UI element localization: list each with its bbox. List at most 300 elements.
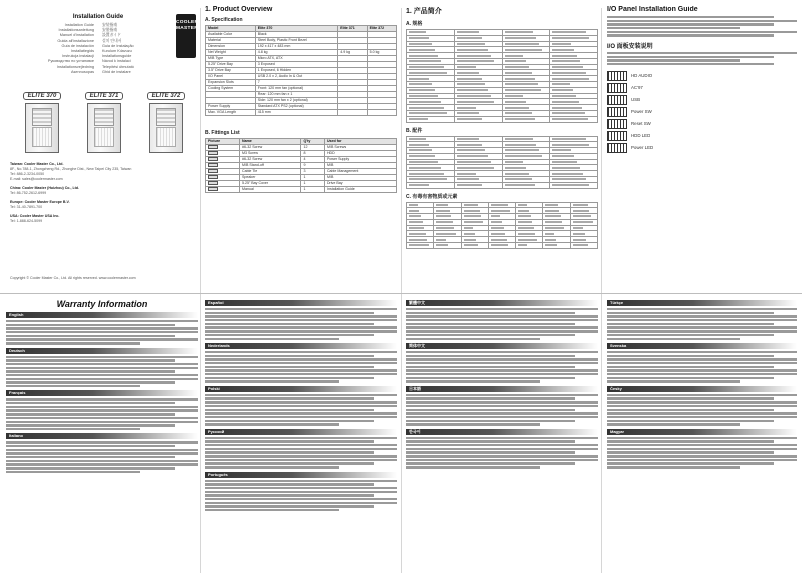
text-placeholder (436, 215, 451, 217)
text-line (6, 331, 198, 333)
text-placeholder (409, 101, 441, 103)
spec-column-header: Elite 371 (338, 26, 367, 32)
language-entry: Руководство по установке (47, 59, 94, 64)
section-title-cn: 1. 产品简介 (406, 8, 442, 15)
warranty-panel-4 (607, 297, 797, 577)
language-entry: Instrukcja instalacji (62, 54, 94, 59)
rohs-cell (516, 243, 543, 249)
text-placeholder (552, 89, 573, 91)
text-placeholder (518, 239, 537, 241)
text-line (406, 338, 540, 340)
text-line (607, 377, 774, 379)
cn-spec-cell (502, 116, 550, 122)
text-placeholder (436, 244, 448, 246)
text-placeholder (457, 89, 488, 91)
text-line (205, 498, 397, 500)
text-placeholder (552, 107, 582, 109)
text-line (205, 330, 397, 332)
text-line (406, 455, 598, 457)
text-placeholder (457, 118, 482, 120)
language-entry: Ghid de instalare (102, 69, 131, 74)
warranty-panel (6, 297, 198, 577)
text-line (205, 437, 397, 439)
text-line (6, 467, 175, 469)
text-placeholder (409, 233, 426, 235)
text-line (406, 334, 575, 336)
text-line (607, 394, 797, 396)
fittings-cell: Speaker (240, 175, 301, 181)
spec-cell: 7 (255, 80, 337, 86)
spec-cell: Available Color (206, 32, 256, 38)
text-line (205, 319, 397, 321)
text-placeholder (409, 239, 427, 241)
warranty-language-bar: Italiano (6, 433, 198, 439)
text-line (6, 402, 175, 404)
text-line (607, 444, 797, 446)
text-line (607, 23, 774, 25)
spec-cell: Material (206, 38, 256, 44)
case-elite-371 (76, 84, 132, 152)
text-line (205, 444, 397, 446)
connector-label: Power SW (631, 109, 652, 115)
address-line: China: Cooler Master (Huizhou) Co., Ltd. (10, 186, 80, 190)
spec-cell: Net Weight (206, 50, 256, 56)
text-line (205, 487, 397, 489)
text-line (205, 483, 374, 485)
text-placeholder (552, 161, 576, 163)
text-placeholder (573, 244, 588, 246)
text-placeholder (505, 66, 530, 68)
text-line (6, 463, 198, 465)
connector-row (607, 95, 797, 105)
text-placeholder (518, 215, 530, 217)
text-line (6, 381, 175, 383)
text-placeholder (457, 178, 479, 180)
connector-row (607, 131, 797, 141)
warranty-language-bar: Português (205, 472, 397, 478)
io-cn-text-block (607, 52, 797, 65)
text-line (205, 466, 339, 468)
warranty-language-bar: 简体中文 (406, 343, 598, 349)
text-line (607, 52, 797, 54)
text-line (6, 417, 198, 419)
text-placeholder (573, 215, 591, 217)
spec-cell: Dimension (206, 44, 256, 50)
text-line (6, 327, 198, 329)
io-title: I/O Panel Installation Guide (607, 6, 698, 13)
text-placeholder (505, 83, 539, 85)
language-entry: Asennusopas (70, 69, 94, 74)
text-line (406, 401, 598, 403)
io-panel-guide (607, 6, 797, 290)
fittings-row (206, 187, 397, 193)
text-placeholder (409, 210, 419, 212)
text-line (6, 413, 175, 415)
text-line (607, 63, 774, 65)
text-line (205, 448, 397, 450)
text-placeholder (545, 227, 563, 229)
language-entry: Guía de instalación (61, 43, 94, 48)
text-line (607, 319, 797, 321)
warranty-sections (607, 300, 797, 469)
product-overview-panel (205, 6, 397, 290)
text-placeholder (409, 144, 429, 146)
text-placeholder (409, 49, 435, 51)
text-placeholder (505, 101, 526, 103)
text-line (406, 440, 575, 442)
text-placeholder (409, 43, 432, 45)
spec-cell: 3.5" Drive Bay (206, 68, 256, 74)
spec-table (205, 25, 397, 116)
text-placeholder (436, 239, 446, 241)
text-line (205, 308, 397, 310)
text-line (6, 363, 198, 365)
spec-cell: 4.9 kg (338, 50, 367, 56)
text-placeholder (409, 95, 438, 97)
contact-addresses (10, 162, 190, 224)
text-placeholder (518, 210, 529, 212)
text-line (607, 437, 797, 439)
text-line (406, 412, 598, 414)
text-placeholder (518, 227, 534, 229)
text-placeholder (409, 244, 429, 246)
warranty-language-bar: Русский (205, 429, 397, 435)
text-placeholder (457, 72, 479, 74)
text-line (6, 324, 175, 326)
section-title: 1. Product Overview (205, 6, 273, 13)
address-line: Tel: 86-752-2612-6999 (10, 191, 47, 195)
io-connector-diagrams (607, 71, 797, 153)
text-placeholder (491, 244, 508, 246)
text-placeholder (409, 204, 418, 206)
fittings-cell: 8 (301, 151, 324, 157)
spec-cell: I/O Panel (206, 74, 256, 80)
language-entry: Installatiegids (70, 49, 94, 54)
text-placeholder (573, 227, 583, 229)
text-placeholder (409, 173, 444, 175)
text-line (6, 421, 198, 423)
text-line (607, 420, 774, 422)
text-placeholder (505, 78, 536, 80)
fitting-icon (208, 181, 218, 185)
text-placeholder (464, 227, 474, 229)
text-line (205, 369, 397, 371)
fitting-icon (208, 169, 218, 173)
text-line (205, 409, 374, 411)
text-placeholder (436, 204, 448, 206)
text-placeholder (552, 144, 589, 146)
rohs-cell (570, 243, 597, 249)
spec-cell: Steel Body, Plastic Front Bezel (255, 38, 337, 44)
io-title-cn: I/O 面板安装说明 (607, 43, 653, 50)
text-line (607, 451, 774, 453)
rohs-heading: C. 有毒有害物质或元素 (406, 193, 458, 200)
text-placeholder (552, 95, 576, 97)
case-elite-370 (14, 84, 70, 152)
text-line (406, 323, 575, 325)
text-line (607, 373, 797, 375)
fold-line (601, 8, 602, 573)
text-line (607, 34, 774, 36)
text-line (6, 409, 198, 411)
cn-spec-row (407, 116, 598, 122)
text-placeholder (552, 43, 570, 45)
language-entry: Installationsguide (102, 54, 132, 59)
fitting-icon (208, 145, 218, 149)
text-line (205, 505, 374, 507)
text-line (406, 319, 598, 321)
spec-cell: Black (255, 32, 337, 38)
text-placeholder (505, 95, 523, 97)
product-images (14, 84, 194, 152)
warranty-sections (406, 300, 598, 469)
rohs-cell (461, 243, 488, 249)
cn-spec-heading: A. 规格 (406, 21, 423, 27)
text-line (6, 441, 198, 443)
text-placeholder (552, 155, 573, 157)
cooler-master-logo: COOLER MASTER (176, 14, 196, 58)
fittings-table (205, 138, 397, 193)
language-entry: Installation Guide (64, 23, 94, 27)
rohs-cell (543, 243, 570, 249)
text-placeholder (436, 210, 449, 212)
language-entry: 安裝指南 (102, 28, 118, 33)
text-line (607, 366, 774, 368)
address-line: Tel: 886-2-3234-0050 (10, 172, 45, 176)
text-placeholder (409, 112, 447, 114)
text-line (205, 394, 397, 396)
fold-line (401, 8, 402, 573)
text-placeholder (505, 60, 527, 62)
text-line (406, 373, 598, 375)
text-placeholder (545, 210, 559, 212)
text-line (6, 320, 198, 322)
text-placeholder (545, 221, 562, 223)
text-line (406, 420, 575, 422)
fitting-icon (208, 163, 218, 167)
connector-label: Power LED (631, 145, 654, 151)
warranty-language-bar: Español (205, 300, 397, 306)
text-line (205, 405, 397, 407)
text-line (6, 370, 175, 372)
text-line (406, 326, 598, 328)
text-placeholder (552, 167, 579, 169)
text-placeholder (491, 210, 510, 212)
spec-cell: M/B Type (206, 56, 256, 62)
text-line (406, 308, 598, 310)
text-line (406, 405, 598, 407)
text-placeholder (573, 239, 586, 241)
fittings-cell: 9 (301, 163, 324, 169)
warranty-language-bar: Nederlands (205, 343, 397, 349)
text-placeholder (552, 101, 579, 103)
warranty-language-bar: Français (6, 390, 198, 396)
language-entry: Guia de Instalação (102, 43, 134, 48)
text-placeholder (457, 167, 495, 169)
text-line (205, 491, 397, 493)
text-line (607, 308, 797, 310)
text-line (406, 315, 598, 317)
connector-label: Reset SW (631, 121, 651, 127)
connector-pin-icon (607, 95, 627, 105)
address-line: Tel: 1-888-624-5099 (10, 219, 43, 223)
text-line (205, 455, 397, 457)
text-line (205, 412, 397, 414)
text-line (6, 356, 198, 358)
model-label: ELITE 370 (23, 92, 62, 100)
text-placeholder (457, 95, 491, 97)
text-placeholder (552, 173, 582, 175)
text-placeholder (573, 204, 588, 206)
fold-line (200, 8, 201, 573)
text-line (607, 448, 797, 450)
text-line (205, 509, 339, 511)
warranty-language-bar: 한국어 (406, 429, 598, 435)
text-placeholder (491, 215, 501, 217)
cn-fittings-cell (502, 182, 550, 188)
text-line (205, 420, 374, 422)
text-placeholder (491, 204, 509, 206)
text-placeholder (518, 244, 527, 246)
address-line: E-mail: sales@coolermaster.com (10, 177, 63, 181)
io-text-block (607, 16, 797, 37)
language-entry: Installationsvejledning (56, 64, 94, 69)
fitting-picture (206, 187, 240, 193)
fittings-cell: Cable Management (324, 169, 396, 175)
fittings-column-header: Name (240, 139, 301, 145)
text-line (6, 445, 175, 447)
text-line (6, 374, 198, 376)
text-line (406, 366, 575, 368)
warranty-language-bar: 日本語 (406, 386, 598, 392)
text-placeholder (457, 173, 476, 175)
text-line (205, 416, 397, 418)
warranty-panel-3 (406, 297, 598, 577)
connector-pin-icon (607, 71, 627, 81)
warranty-panel-2 (205, 297, 397, 577)
text-line (205, 462, 374, 464)
spec-heading: A. Specification (205, 17, 243, 23)
text-line (406, 416, 598, 418)
fittings-cell: M3 Screw (240, 151, 301, 157)
text-line (205, 323, 374, 325)
text-placeholder (457, 144, 483, 146)
text-placeholder (457, 55, 492, 57)
text-line (205, 355, 374, 357)
text-placeholder (409, 66, 444, 68)
text-line (205, 380, 339, 382)
text-line (607, 59, 740, 61)
text-placeholder (573, 210, 590, 212)
text-line (205, 423, 339, 425)
rohs-table (406, 202, 598, 249)
spec-column-header: Elite 372 (367, 26, 396, 32)
text-line (607, 459, 797, 461)
text-line (6, 452, 198, 454)
text-placeholder (457, 83, 485, 85)
fittings-column-header: Picture (206, 139, 240, 145)
text-line (205, 351, 397, 353)
spec-cell: Rear: 120 mm fan x 1 (255, 92, 337, 98)
text-placeholder (491, 239, 507, 241)
text-line (6, 338, 198, 340)
text-placeholder (409, 78, 429, 80)
spec-cell (338, 110, 367, 116)
text-placeholder (545, 204, 557, 206)
text-line (406, 312, 575, 314)
text-placeholder (552, 138, 586, 140)
fittings-cell: 1 (301, 175, 324, 181)
connector-row (607, 143, 797, 153)
text-placeholder (505, 138, 533, 140)
text-placeholder (409, 178, 447, 180)
text-placeholder (457, 78, 482, 80)
text-placeholder (464, 204, 479, 206)
text-placeholder (409, 221, 423, 223)
language-entry: Installationsanleitung (58, 28, 94, 33)
spec-row (206, 110, 397, 116)
text-line (406, 358, 598, 360)
text-line (205, 366, 374, 368)
copyright-footer: Copyright © Cooler Master Co., Ltd. All rights reserved. www.coolermaster.com (10, 276, 136, 280)
connector-label: HD AUDIO (631, 73, 653, 79)
text-line (406, 409, 575, 411)
fittings-cell: 3 (301, 169, 324, 175)
text-placeholder (457, 43, 486, 45)
text-placeholder (552, 112, 585, 114)
text-placeholder (457, 155, 489, 157)
text-placeholder (409, 55, 438, 57)
address-line: Tel: 31-40-7891-700 (10, 205, 43, 209)
text-line (6, 460, 198, 462)
text-placeholder (464, 221, 483, 223)
text-line (406, 437, 598, 439)
connector-row (607, 119, 797, 129)
cn-overview-panel (406, 6, 598, 290)
connector-pin-icon (607, 107, 627, 117)
text-line (406, 377, 575, 379)
text-line (6, 385, 140, 387)
text-line (607, 355, 774, 357)
address-line: 8F., No.788-1, Zhongzheng Rd., Zhonghe Dist., New Taipei City 235, Taiwan (10, 167, 132, 171)
spec-cell: Expansion Slots (206, 80, 256, 86)
connector-pin-icon (607, 131, 627, 141)
language-entry: Telepítési útmutató (102, 64, 134, 69)
text-line (607, 20, 797, 22)
connector-label: AC'97 (631, 85, 643, 91)
text-line (205, 494, 374, 496)
text-line (6, 424, 175, 426)
text-placeholder (505, 31, 533, 33)
spec-column-header: Elite 370 (255, 26, 337, 32)
text-line (205, 312, 374, 314)
text-placeholder (552, 149, 570, 151)
fittings-cell: 1 (301, 181, 324, 187)
text-placeholder (464, 239, 477, 241)
text-placeholder (457, 184, 482, 186)
connector-label: USB (631, 97, 641, 103)
language-entry: Kurulum Kılavuzu (102, 49, 132, 54)
fittings-heading: B. Fittings List (205, 130, 240, 136)
cn-fittings-table (406, 136, 598, 189)
text-line (607, 362, 797, 364)
rohs-cell (407, 243, 434, 249)
text-placeholder (505, 55, 524, 57)
text-line (607, 462, 774, 464)
spec-cell: 4.8 kg (255, 50, 337, 56)
text-line (607, 351, 797, 353)
fittings-cell: M/B Stand-off (240, 163, 301, 169)
